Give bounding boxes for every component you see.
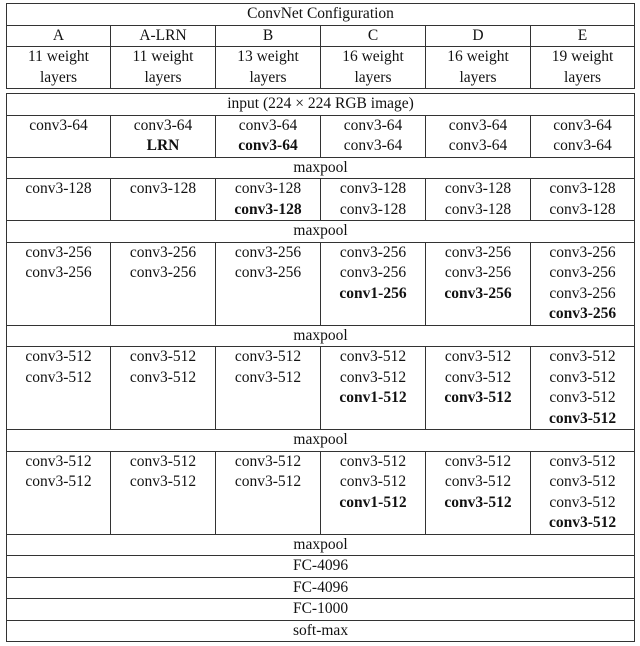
pool-row [7, 430, 635, 452]
layer-label: conv3-512 [25, 368, 92, 386]
layer-cell [7, 115, 111, 157]
column-desc-line: 13 weight [237, 48, 299, 65]
column-desc-row [7, 47, 635, 89]
column-desc [321, 47, 426, 89]
layer-label: conv3-64 [238, 116, 298, 134]
column-desc-line: 19 weight [551, 48, 614, 65]
layer-block-row [7, 451, 635, 534]
layer-label: conv3-256 [444, 264, 512, 281]
layer-label: conv3-512 [548, 514, 617, 531]
layer-label: conv3-512 [234, 348, 302, 365]
layer-cell [426, 451, 531, 534]
input-row [7, 94, 635, 116]
layer-label: conv3-256 [234, 243, 302, 261]
column-desc [216, 47, 321, 89]
column-desc-line: 11 weight [28, 48, 89, 65]
pool-label: maxpool [7, 534, 635, 556]
layer-label: conv3-512 [339, 368, 407, 386]
layer-cell [111, 115, 216, 157]
layer-label: conv3-512 [548, 409, 617, 427]
layer-label: conv3-512 [549, 389, 616, 406]
fc-row [7, 620, 635, 642]
layer-label: LRN [146, 137, 180, 154]
fc-label: FC-4096 [7, 556, 635, 578]
layer-label: conv3-512 [549, 348, 616, 365]
fc-label: soft-max [7, 620, 635, 642]
pool-label: maxpool [7, 157, 635, 179]
input-label: input (224 × 224 RGB image) [7, 94, 635, 116]
column-desc-line: 16 weight [447, 48, 509, 65]
fc-row [7, 577, 635, 599]
layer-cell [531, 242, 635, 325]
layer-cell [7, 242, 111, 325]
layer-label: conv3-512 [234, 473, 302, 490]
layer-label: conv3-128 [339, 180, 407, 197]
layer-label: conv3-256 [129, 264, 197, 281]
layer-label: conv3-512 [444, 348, 512, 365]
layer-label: conv3-64 [343, 137, 403, 154]
layer-label: conv3-128 [444, 200, 512, 218]
layer-label: conv3-256 [444, 284, 512, 302]
layer-cell [321, 347, 426, 430]
pool-label: maxpool [7, 221, 635, 243]
column-name: C [321, 25, 426, 47]
layer-label: conv3-512 [339, 452, 407, 470]
layer-label: conv3-128 [234, 200, 302, 218]
layer-block-row [7, 347, 635, 430]
layer-label: conv1-512 [339, 389, 407, 406]
column-desc-line: layers [39, 68, 77, 86]
layer-label: conv3-256 [549, 264, 616, 281]
layer-block-row [7, 242, 635, 325]
layer-cell [111, 179, 216, 221]
pool-row [7, 325, 635, 347]
layer-label: conv3-128 [234, 180, 302, 197]
layer-label: conv3-128 [444, 180, 512, 197]
fc-label: FC-4096 [7, 577, 635, 599]
layer-cell [531, 347, 635, 430]
column-name: D [426, 25, 531, 47]
layer-cell [531, 179, 635, 221]
table-body [7, 4, 635, 642]
fc-label: FC-1000 [7, 599, 635, 621]
layer-cell [216, 242, 321, 325]
pool-row [7, 157, 635, 179]
layer-label: conv3-256 [339, 264, 407, 281]
layer-label: conv3-256 [234, 264, 302, 281]
fc-row [7, 556, 635, 578]
layer-block-row [7, 179, 635, 221]
layer-label: conv3-512 [444, 473, 512, 490]
layer-label: conv3-512 [339, 348, 407, 365]
title-row [7, 4, 635, 26]
pool-row [7, 534, 635, 556]
layer-label: conv3-512 [549, 493, 616, 511]
layer-label: conv3-64 [448, 116, 508, 134]
layer-cell [7, 179, 111, 221]
layer-cell [321, 451, 426, 534]
layer-label: conv3-512 [234, 452, 302, 470]
column-name: E [531, 25, 635, 47]
layer-label: conv3-64 [238, 137, 298, 154]
layer-label: conv3-256 [339, 243, 407, 261]
layer-label: conv3-512 [234, 368, 302, 386]
layer-label: conv3-256 [25, 264, 92, 281]
layer-label: conv3-128 [549, 180, 616, 197]
layer-label: conv3-64 [343, 116, 403, 134]
layer-label: conv3-256 [25, 243, 92, 261]
layer-label: conv3-512 [444, 368, 512, 386]
column-name-row [7, 25, 635, 47]
layer-cell [426, 115, 531, 157]
column-desc [531, 47, 635, 89]
fc-row [7, 599, 635, 621]
layer-cell [531, 451, 635, 534]
column-name: B [216, 25, 321, 47]
layer-cell [321, 179, 426, 221]
column-desc [7, 47, 111, 89]
layer-cell [321, 115, 426, 157]
layer-label: conv3-256 [549, 284, 616, 302]
layer-label: conv3-128 [339, 200, 407, 218]
layer-label: conv1-512 [339, 493, 407, 511]
column-desc [426, 47, 531, 89]
table-title: ConvNet Configuration [7, 4, 635, 26]
layer-cell [111, 451, 216, 534]
layer-label: conv3-256 [548, 305, 617, 322]
layer-cell [111, 347, 216, 430]
layer-cell [321, 242, 426, 325]
layer-cell [7, 451, 111, 534]
column-desc-line: layers [564, 68, 602, 86]
layer-label: conv3-512 [129, 368, 197, 386]
pool-label: maxpool [7, 430, 635, 452]
layer-cell [426, 242, 531, 325]
layer-label: conv3-512 [25, 452, 92, 470]
layer-label: conv3-512 [549, 473, 616, 490]
layer-label: conv3-64 [133, 116, 193, 134]
column-desc-line: layers [354, 68, 392, 86]
layer-cell [216, 115, 321, 157]
layer-label: conv3-512 [444, 389, 512, 406]
layer-label: conv3-64 [553, 137, 612, 154]
layer-label: conv3-512 [129, 348, 197, 365]
layer-cell [216, 179, 321, 221]
layer-cell [111, 242, 216, 325]
convnet-configuration-table [6, 3, 635, 642]
layer-cell [216, 347, 321, 430]
column-desc-line: 11 weight [132, 48, 194, 65]
layer-cell [426, 179, 531, 221]
layer-label: conv3-512 [25, 473, 92, 490]
layer-label: conv3-512 [129, 452, 197, 470]
layer-label: conv3-64 [553, 116, 612, 134]
column-desc-line: layers [144, 68, 182, 86]
layer-label: conv3-256 [129, 243, 197, 261]
column-desc-line: layers [249, 68, 287, 86]
pool-row [7, 221, 635, 243]
column-name: A [7, 25, 111, 47]
layer-label: conv1-256 [339, 284, 407, 302]
layer-label: conv3-128 [25, 180, 92, 197]
layer-cell [216, 451, 321, 534]
layer-label: conv3-512 [549, 368, 616, 386]
layer-label: conv3-64 [29, 116, 88, 134]
layer-label: conv3-64 [448, 137, 508, 154]
layer-label: conv3-256 [444, 243, 512, 261]
layer-label: conv3-512 [549, 452, 616, 470]
layer-label: conv3-512 [339, 473, 407, 490]
column-desc-line: 16 weight [342, 48, 404, 65]
layer-block-row [7, 115, 635, 157]
layer-label: conv3-128 [549, 200, 616, 218]
column-name: A-LRN [111, 25, 216, 47]
column-desc [111, 47, 216, 89]
column-desc-line: layers [459, 68, 497, 86]
layer-label: conv3-512 [25, 348, 92, 365]
layer-label: conv3-128 [129, 180, 197, 197]
layer-label: conv3-512 [444, 452, 512, 470]
layer-cell [531, 115, 635, 157]
layer-label: conv3-512 [444, 493, 512, 511]
layer-cell [426, 347, 531, 430]
layer-cell [7, 347, 111, 430]
pool-label: maxpool [7, 325, 635, 347]
layer-label: conv3-512 [129, 473, 197, 490]
layer-label: conv3-256 [549, 243, 616, 261]
